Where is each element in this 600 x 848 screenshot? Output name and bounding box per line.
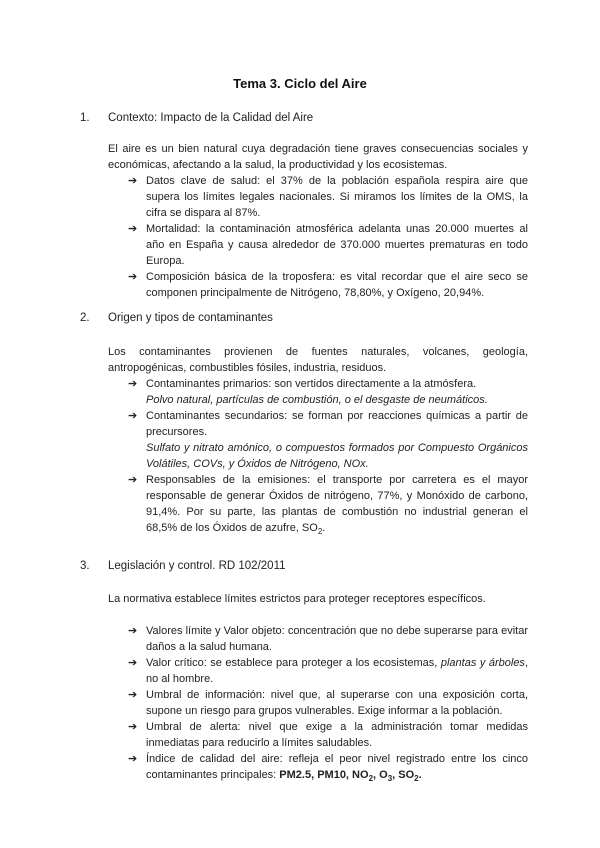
section-number: 1.: [80, 112, 90, 124]
section-title: Origen y tipos de contaminantes: [108, 312, 273, 324]
section-3-intro: La normativa establece límites estrictos para proteger receptores específicos.: [108, 593, 486, 605]
section-2-heading: [80, 312, 273, 324]
section-2-intro: Los contaminantes provienen de fuentes naturales, volcanes, geología, antropogénicas, combustibles fósiles, industria, residuos.: [108, 346, 528, 374]
arrow-right-icon: ➔: [128, 625, 138, 637]
section-number: 2.: [80, 312, 90, 324]
arrow-right-icon: ➔: [128, 223, 138, 235]
arrow-right-icon: ➔: [128, 410, 138, 422]
example-text: Sulfato y nitrato amónico, o compuestos formados por Compuesto Orgánicos Volátiles, COVs, y Óxidos de Nitrógeno, NOx.: [146, 442, 528, 470]
list-item: ➔ Índice de calidad del aire: refleja el peor nivel registrado entre los cinco contaminantes principales: PM2.5, PM10, $NO_2$, $O_3$, $SO_2$.: [128, 753, 528, 784]
section-3-bullets: [128, 623, 528, 783]
list-item: ➔ Contaminantes primarios: son vertidos directamente a la atmósfera. Polvo natural, partículas de combustión, o el desgaste de neumáticos.: [128, 378, 488, 406]
arrow-right-icon: ➔: [128, 175, 138, 187]
arrow-right-icon: ➔: [128, 689, 138, 701]
section-1-heading: [80, 112, 313, 124]
section-title: Contexto: Impacto de la Calidad del Aire: [108, 112, 314, 124]
arrow-right-icon: ➔: [128, 721, 138, 733]
section-number: 3.: [80, 560, 90, 572]
list-item: ➔ Valores límite y Valor objeto: concentración que no debe superarse para evitar daños a la salud humana.: [128, 625, 528, 653]
list-item: ➔ Responsables de la emisiones: el transporte por carretera es el mayor responsable de generar Óxidos de nitrógeno, 77%, y Monóxido de carbono, 91,4%. Por su parte, las plantas de combustión no industrial generan el 68,5% de los Óxidos de azufre, $SO_2$.: [128, 474, 528, 537]
section-title: Legislación y control. RD 102/2011: [108, 560, 286, 572]
list-item: ➔ Contaminantes secundarios: se forman por reacciones químicas a partir de precursores. Sulfato y nitrato amónico, o compuestos formados por Compuesto Orgánicos Volátiles, COVs, y Óxidos de Nitrógeno, NOx.: [128, 410, 528, 470]
example-text: Polvo natural, partículas de combustión, o el desgaste de neumáticos.: [146, 394, 488, 406]
document-title: Tema 3. Ciclo del Aire: [233, 76, 367, 91]
list-item: ➔ Composición básica de la troposfera: es vital recordar que el aire seco se componen principalmente de Nitrógeno, 78,80%, y Oxígeno, 20,94%.: [128, 271, 528, 299]
list-item: ➔ Umbral de alerta: nivel que exige a la administración tomar medidas inmediatas para reducirlo a límites saludables.: [128, 721, 528, 749]
pollutant-list: PM2.5, PM10, $NO_2$, $O_3$, $SO_2$.: [279, 769, 422, 784]
arrow-right-icon: ➔: [128, 271, 138, 283]
arrow-right-icon: ➔: [128, 657, 138, 669]
arrow-right-icon: ➔: [128, 474, 138, 486]
list-item: ➔ Valor crítico: se establece para proteger a los ecosistemas, plantas y árboles, no al hombre.: [128, 657, 528, 685]
list-item: ➔ Datos clave de salud: el 37% de la población española respira aire que supera los límites legales nacionales. Si miramos los límites de la OMS, la cifra se dispara al 87%.: [128, 175, 528, 219]
arrow-right-icon: ➔: [128, 753, 138, 765]
section-2-bullets: [128, 376, 528, 536]
section-1-intro: El aire es un bien natural cuya degradación tiene graves consecuencias sociales y económicas, afectando a la salud, la productividad y los ecosistemas.: [108, 143, 528, 171]
section-3-heading: [80, 560, 286, 572]
section-1-bullets: [128, 173, 528, 301]
list-item: ➔ Umbral de información: nivel que, al superarse con una exposición corta, supone un riesgo para grupos vulnerables. Exige informar a la población.: [128, 689, 528, 717]
list-item: ➔ Mortalidad: la contaminación atmosférica adelanta unas 20.000 muertes al año en España y causa alrededor de 370.000 muertes prematuras en todo Europa.: [128, 223, 528, 267]
arrow-right-icon: ➔: [128, 378, 138, 390]
